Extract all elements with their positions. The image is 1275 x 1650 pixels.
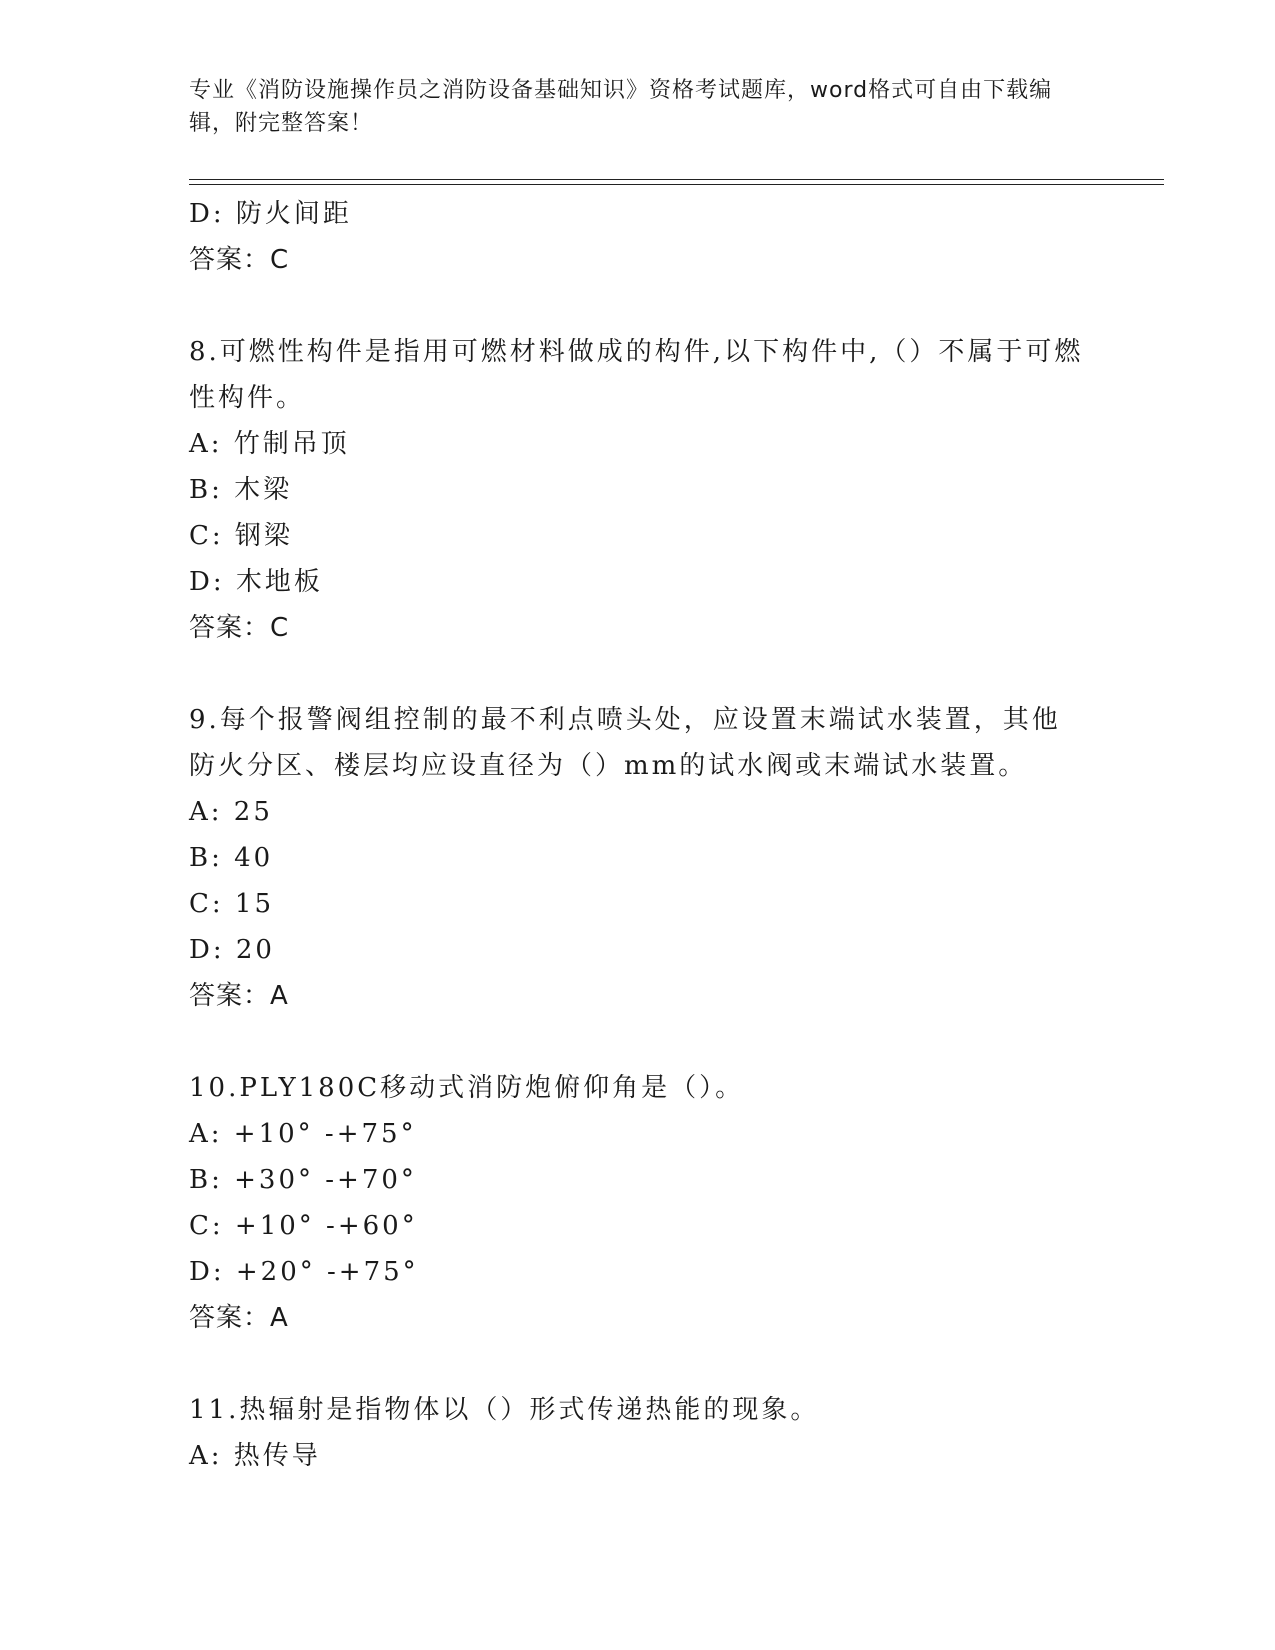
header-divider-top [189,179,1164,180]
option-a: A: 25 [189,797,273,827]
option-c: C: +10° -+60° [189,1211,418,1241]
question-text: 9.每个报警阀组控制的最不利点喷头处，应设置末端试水装置，其他防火分区、楼层均应设直径为（）mm的试水阀或末端试水装置。 [189,705,1061,781]
spacer [189,283,1089,329]
option-b: B: +30° -+70° [189,1165,417,1195]
answer-line: 答案：A [189,1303,289,1333]
option-b: B: 40 [189,843,274,873]
answer-line: 答案：A [189,981,289,1011]
answer-line: 答案：C [189,245,290,275]
option-a: A: 竹制吊顶 [189,429,350,459]
option-d: D: 防火间距 [189,199,352,229]
question-11 [189,1387,1089,1479]
question-text: 11.热辐射是指物体以（）形式传递热能的现象。 [189,1395,820,1425]
answer-line: 答案：C [189,613,290,643]
question-8 [189,329,1089,651]
option-d: D: 木地板 [189,567,323,597]
question-text: 8.可燃性构件是指用可燃材料做成的构件,以下构件中,（）不属于可燃性构件。 [189,337,1084,413]
question-list [189,191,1089,1479]
spacer [189,1019,1089,1065]
option-c: C: 钢梁 [189,521,293,551]
option-b: B: 木梁 [189,475,293,505]
option-d: D: 20 [189,935,275,965]
option-a: A: +10° -+75° [189,1119,417,1149]
spacer [189,651,1089,697]
option-c: C: 15 [189,889,275,919]
question-9 [189,697,1089,1019]
question-text: 10.PLY180C移动式消防炮俯仰角是（）。 [189,1073,745,1103]
spacer [189,1341,1089,1387]
document-header: 专业《消防设施操作员之消防设备基础知识》资格考试题库，word格式可自由下载编辑，附完整答案！ [189,78,1053,136]
header-divider-bottom [189,184,1164,185]
option-a: A: 热传导 [189,1441,321,1471]
option-d: D: +20° -+75° [189,1257,419,1287]
question-10 [189,1065,1089,1341]
